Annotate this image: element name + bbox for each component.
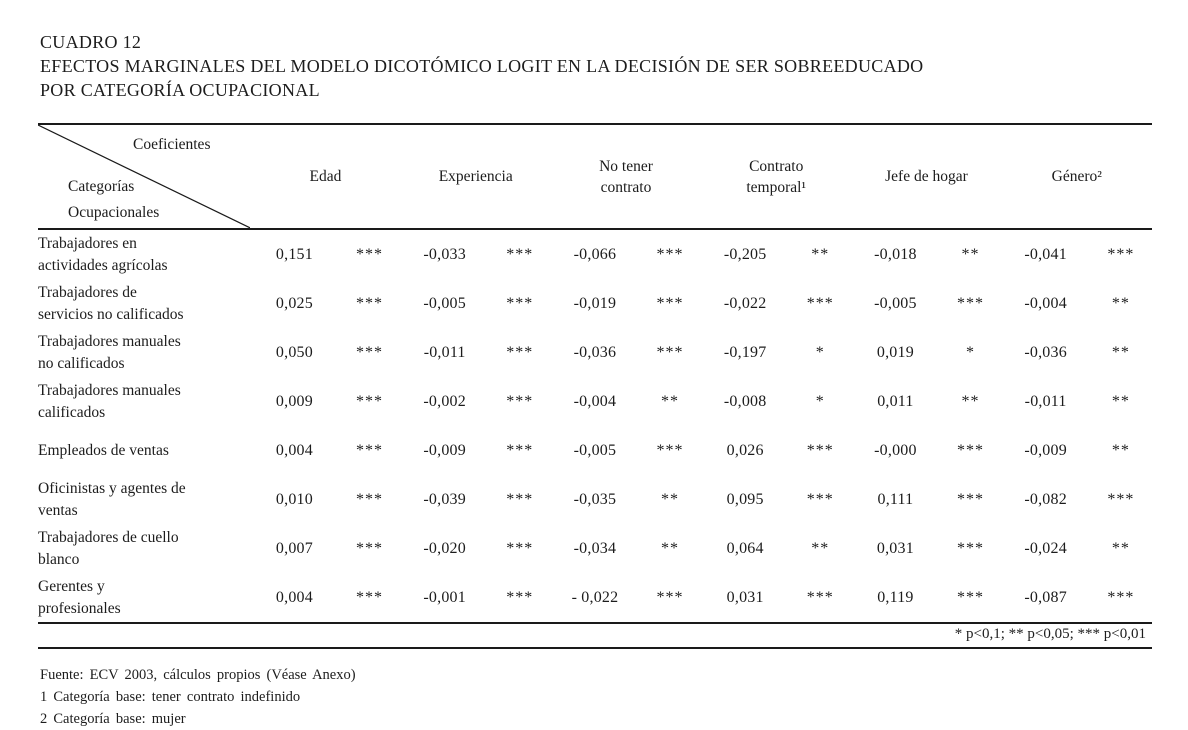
coefficient-value: 0,050: [275, 343, 313, 361]
significance-stars: *: [966, 343, 976, 361]
table-body: [38, 229, 1152, 623]
significance-stars: **: [1111, 539, 1130, 557]
significance-stars: ***: [356, 343, 384, 361]
coefficient-value: -0,066: [573, 245, 617, 263]
significance-stars: ***: [356, 539, 384, 557]
significance-stars: ***: [957, 539, 985, 557]
coefficient-value: 0,064: [726, 539, 764, 557]
coefficient-value: 0,007: [275, 539, 313, 557]
coefficient-value: 0,031: [701, 573, 789, 623]
corner-cell: [38, 124, 250, 229]
coefficient-value: -0,002: [423, 392, 466, 410]
significance-stars: ***: [656, 343, 684, 361]
significance-stars: ***: [506, 490, 534, 508]
significance-stars: ***: [806, 294, 834, 312]
significance-stars: **: [1111, 392, 1130, 410]
coefficient-value: -0,008: [723, 392, 767, 410]
significance-stars: *: [815, 392, 825, 410]
coefficient-value: 0,111: [877, 490, 914, 508]
table-row: [38, 524, 1152, 573]
coefficient-value: -0,205: [723, 245, 767, 263]
table-header: [38, 124, 1152, 229]
significance-stars: ***: [789, 573, 851, 623]
coefficient-value: 0,011: [877, 392, 914, 410]
row-category: Trabajadores manuales calificados: [38, 381, 181, 421]
footnote-2: 2 Categoría base: mujer: [40, 711, 186, 727]
coefficient-value: -0,009: [1024, 441, 1067, 459]
coefficient-value: -0,024: [1024, 539, 1067, 557]
row-category: Trabajadores de cuello blanco: [38, 528, 179, 568]
coefficient-value: 0,004: [250, 573, 338, 623]
significance-stars: ***: [957, 490, 985, 508]
coefficient-value: -0,035: [573, 490, 617, 508]
significance-row: [38, 623, 1152, 648]
significance-stars: ***: [506, 294, 534, 312]
significance-stars: ***: [957, 441, 985, 459]
coefficient-value: -0,001: [401, 573, 489, 623]
table-row: [38, 377, 1152, 426]
significance-stars: ***: [356, 245, 384, 263]
coefficient-value: -0,018: [874, 245, 917, 263]
column-header-contrato-temporal: Contrato temporal¹: [701, 124, 851, 229]
footnote-1: 1 Categoría base: tener contrato indefinido: [40, 689, 301, 705]
coefficient-value: -0,019: [573, 294, 617, 312]
column-header-edad: Edad: [250, 124, 400, 229]
significance-stars: ***: [506, 392, 534, 410]
coefficient-value: -0,022: [723, 294, 767, 312]
coefficient-value: 0,004: [275, 441, 313, 459]
table-title-line1: EFECTOS MARGINALES DEL MODELO DICOTÓMICO LOGIT EN LA DECISIÓN DE SER SOBREEDUCADO: [40, 56, 924, 76]
coefficient-value: -0,036: [1024, 343, 1067, 361]
table-title-block: [0, 0, 1188, 102]
table-number: CUADRO 12: [40, 32, 142, 52]
column-header-jefe-de-hogar: Jefe de hogar: [851, 124, 1001, 229]
significance-stars: **: [1111, 343, 1130, 361]
significance-stars: ***: [656, 294, 684, 312]
row-category: Empleados de ventas: [38, 441, 169, 459]
coefficient-value: -0,011: [1024, 392, 1067, 410]
significance-stars: ***: [356, 490, 384, 508]
significance-stars: ***: [806, 441, 834, 459]
coefficient-value: 0,151: [275, 245, 313, 263]
coefficient-value: 0,010: [275, 490, 313, 508]
coefficient-value: -0,009: [423, 441, 466, 459]
significance-stars: **: [811, 245, 830, 263]
coefficient-value: -0,034: [573, 539, 617, 557]
significance-stars: ***: [656, 245, 684, 263]
coefficient-value: -0,004: [1024, 294, 1067, 312]
coefficient-value: 0,026: [726, 441, 764, 459]
significance-stars: **: [811, 539, 830, 557]
corner-label-coeficientes: Coeficientes: [133, 136, 211, 153]
significance-stars: ***: [489, 573, 551, 623]
table-row: [38, 229, 1152, 279]
coefficient-value: -0,005: [874, 294, 917, 312]
coefficient-value: -0,039: [423, 490, 466, 508]
coefficient-value: - 0,022: [551, 573, 639, 623]
column-header-experiencia: Experiencia: [401, 124, 551, 229]
significance-stars: ***: [356, 441, 384, 459]
corner-label-categorias: Categorías Ocupacionales: [68, 178, 160, 221]
significance-stars: ***: [506, 539, 534, 557]
coefficient-value: -0,036: [573, 343, 617, 361]
coefficient-value: -0,020: [423, 539, 466, 557]
results-table: [38, 123, 1152, 649]
table-row: [38, 475, 1152, 524]
table-footer: [38, 623, 1152, 648]
coefficient-value: -0,041: [1024, 245, 1067, 263]
coefficient-value: -0,005: [573, 441, 617, 459]
significance-stars: ***: [656, 441, 684, 459]
row-category: Trabajadores en actividades agrícolas: [38, 234, 168, 274]
coefficient-value: 0,009: [275, 392, 313, 410]
significance-stars: **: [661, 490, 680, 508]
coefficient-value: 0,119: [851, 573, 939, 623]
significance-note: * p<0,1; ** p<0,05; *** p<0,01: [38, 623, 1152, 648]
table-row: [38, 426, 1152, 475]
significance-stars: ***: [939, 573, 1001, 623]
significance-stars: **: [961, 245, 980, 263]
coefficient-value: -0,197: [723, 343, 767, 361]
significance-stars: **: [661, 539, 680, 557]
coefficient-value: -0,000: [874, 441, 917, 459]
row-category: Trabajadores de servicios no calificados: [38, 283, 184, 323]
coefficient-value: 0,095: [726, 490, 764, 508]
row-category: Gerentes y profesionales: [38, 573, 250, 623]
coefficient-value: -0,011: [423, 343, 466, 361]
table-row: [38, 573, 1152, 623]
significance-stars: ***: [356, 294, 384, 312]
coefficient-value: -0,082: [1024, 490, 1067, 508]
row-category: Trabajadores manuales no calificados: [38, 332, 181, 372]
significance-stars: ***: [506, 441, 534, 459]
significance-stars: ***: [339, 573, 401, 623]
coefficient-value: -0,005: [423, 294, 466, 312]
column-header-no-tener-contrato: No tener contrato: [551, 124, 701, 229]
significance-stars: ***: [806, 490, 834, 508]
significance-stars: ***: [1107, 245, 1135, 263]
table-row: [38, 328, 1152, 377]
table-title-line2: POR CATEGORÍA OCUPACIONAL: [40, 80, 320, 100]
coefficient-value: 0,019: [876, 343, 914, 361]
footnotes-block: [40, 664, 1188, 730]
table-row: [38, 279, 1152, 328]
significance-stars: *: [815, 343, 825, 361]
coefficient-value: -0,033: [423, 245, 466, 263]
header-row: [38, 124, 1152, 229]
significance-stars: ***: [1090, 573, 1152, 623]
significance-stars: ***: [356, 392, 384, 410]
significance-stars: **: [1111, 294, 1130, 312]
significance-stars: ***: [639, 573, 701, 623]
significance-stars: ***: [506, 343, 534, 361]
significance-stars: **: [1111, 441, 1130, 459]
row-category: Oficinistas y agentes de ventas: [38, 479, 186, 519]
coefficient-value: 0,031: [876, 539, 914, 557]
significance-stars: **: [961, 392, 980, 410]
coefficient-value: 0,025: [275, 294, 313, 312]
significance-stars: ***: [506, 245, 534, 263]
significance-stars: ***: [957, 294, 985, 312]
source-note: Fuente: ECV 2003, cálculos propios (Véase Anexo): [40, 667, 356, 683]
column-header-genero: Género²: [1002, 124, 1152, 229]
coefficient-value: -0,087: [1002, 573, 1090, 623]
coefficient-value: -0,004: [573, 392, 617, 410]
significance-stars: **: [661, 392, 680, 410]
significance-stars: ***: [1107, 490, 1135, 508]
